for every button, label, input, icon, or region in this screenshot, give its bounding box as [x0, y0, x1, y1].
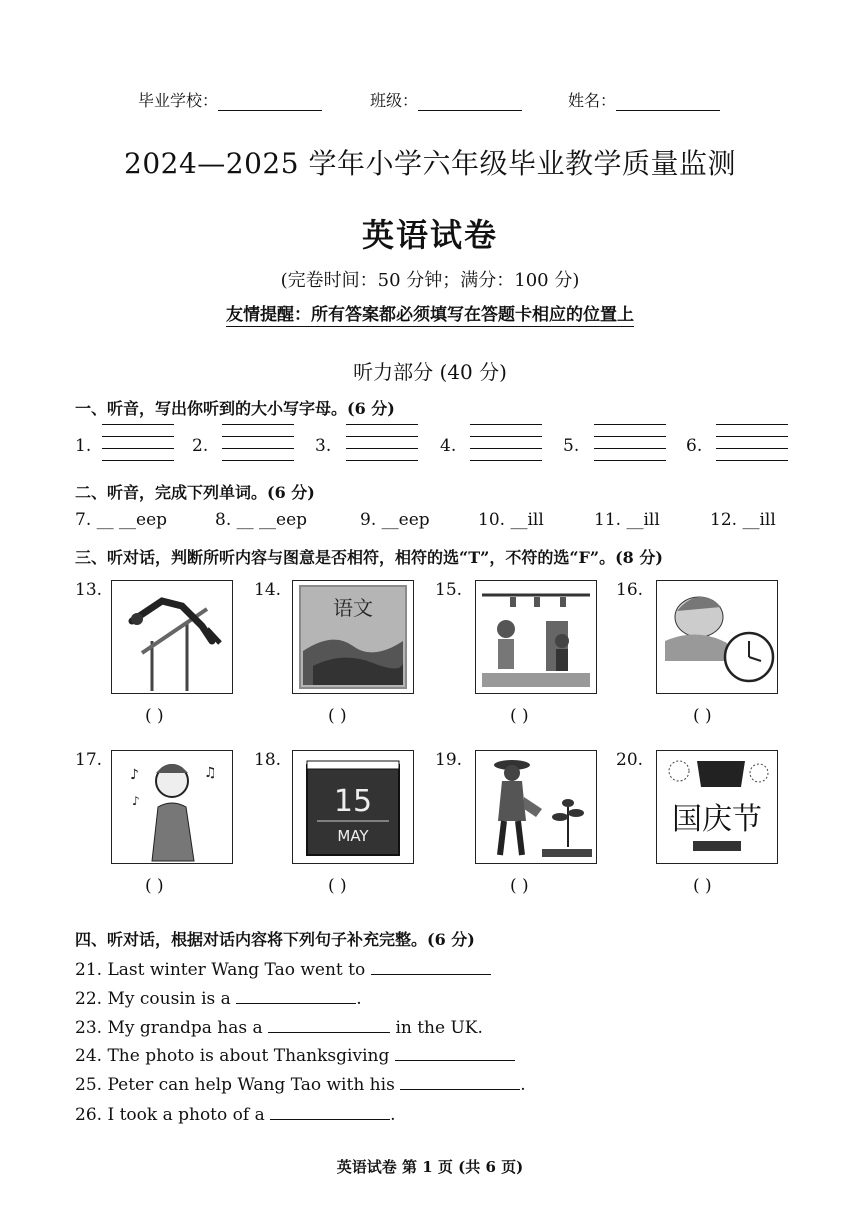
answer-blank[interactable]: [400, 1075, 520, 1090]
sentence-26: 26. I took a photo of a .: [75, 1105, 396, 1125]
school-blank[interactable]: [218, 94, 322, 111]
watering-plant-picture: [475, 750, 597, 864]
word-item[interactable]: 8. __ __eep: [215, 510, 308, 530]
svg-text:♪: ♪: [132, 794, 140, 808]
calendar-picture: [292, 750, 414, 864]
singing-girl-picture: [111, 750, 233, 864]
answer-paren[interactable]: ( ): [693, 706, 712, 726]
name-blank[interactable]: [616, 94, 720, 111]
sentence-22: 22. My cousin is a .: [75, 989, 362, 1009]
word-item[interactable]: 10. __ill: [478, 510, 544, 530]
word-item[interactable]: 11. __ill: [594, 510, 660, 530]
class-blank[interactable]: [418, 94, 522, 111]
svg-text:语文: 语文: [333, 596, 373, 620]
q-number: 16.: [616, 580, 644, 600]
answer-blank[interactable]: [236, 989, 356, 1004]
q-number: 6.: [686, 436, 703, 456]
q-number: 14.: [254, 580, 282, 600]
part-title: 听力部分 (40 分): [353, 360, 507, 384]
q-number: 17.: [75, 750, 103, 770]
svg-text:国庆节: 国庆节: [672, 802, 762, 837]
name-label: 姓名：: [568, 91, 617, 110]
exam-title: 2024—2025 学年小学六年级毕业教学质量监测: [124, 147, 736, 180]
q-number: 3.: [315, 436, 332, 456]
answer-paren[interactable]: ( ): [145, 876, 164, 896]
answer-blank[interactable]: [371, 960, 491, 975]
chinese-book-picture: [292, 580, 414, 694]
answer-blank[interactable]: [270, 1105, 390, 1120]
section1-heading: 一、听音，写出你听到的大小写字母。(6 分): [75, 399, 395, 418]
q-number: 20.: [616, 750, 644, 770]
section2-heading: 二、听音，完成下列单词。(6 分): [75, 483, 315, 502]
reminder: [0, 300, 860, 325]
word-item[interactable]: 7. __ __eep: [75, 510, 168, 530]
page-footer: 英语试卷 第 1 页 (共 6 页): [336, 1158, 524, 1176]
word-item[interactable]: 12. __ill: [710, 510, 776, 530]
answer-paren[interactable]: ( ): [693, 876, 712, 896]
q-number: 1.: [75, 436, 92, 456]
national-day-picture: [656, 750, 778, 864]
school-label: 毕业学校：: [138, 91, 219, 110]
q-number: 18.: [254, 750, 282, 770]
svg-text:MAY: MAY: [337, 827, 369, 845]
svg-text:♫: ♫: [204, 765, 217, 781]
word-item[interactable]: 9. __eep: [360, 510, 430, 530]
answer-paren[interactable]: ( ): [328, 876, 347, 896]
answer-paren[interactable]: ( ): [510, 876, 529, 896]
svg-text:♪: ♪: [130, 767, 139, 783]
school-field: [138, 88, 322, 111]
answer-blank[interactable]: [395, 1046, 515, 1061]
class-field: [370, 88, 522, 111]
name-field: [568, 88, 720, 111]
answer-blank[interactable]: [268, 1018, 390, 1033]
q-number: 15.: [435, 580, 463, 600]
q-number: 2.: [192, 436, 209, 456]
reminder-text: 友情提醒：所有答案都必须填写在答题卡相应的位置上: [226, 305, 634, 325]
q-number: 19.: [435, 750, 463, 770]
high-jump-picture: [111, 580, 233, 694]
sentence-24: 24. The photo is about Thanksgiving: [75, 1046, 515, 1066]
answer-paren[interactable]: ( ): [145, 706, 164, 726]
subject-title: 英语试卷: [361, 216, 498, 254]
class-label: 班级：: [370, 91, 419, 110]
sentence-21: 21. Last winter Wang Tao went to: [75, 960, 491, 980]
svg-text:15: 15: [333, 784, 373, 819]
q-number: 13.: [75, 580, 103, 600]
sleeping-clock-picture: [656, 580, 778, 694]
q-number: 4.: [440, 436, 457, 456]
bus-passengers-picture: [475, 580, 597, 694]
sentence-25: 25. Peter can help Wang Tao with his .: [75, 1075, 526, 1095]
exam-info: (完卷时间：50 分钟；满分：100 分): [280, 270, 580, 291]
section3-heading: 三、听对话，判断所听内容与图意是否相符，相符的选“T”，不符的选“F”。(8 分): [75, 548, 663, 567]
answer-paren[interactable]: ( ): [510, 706, 529, 726]
section4-heading: 四、听对话，根据对话内容将下列句子补充完整。(6 分): [75, 930, 475, 949]
sentence-23: 23. My grandpa has a in the UK.: [75, 1018, 483, 1038]
answer-paren[interactable]: ( ): [328, 706, 347, 726]
q-number: 5.: [563, 436, 580, 456]
